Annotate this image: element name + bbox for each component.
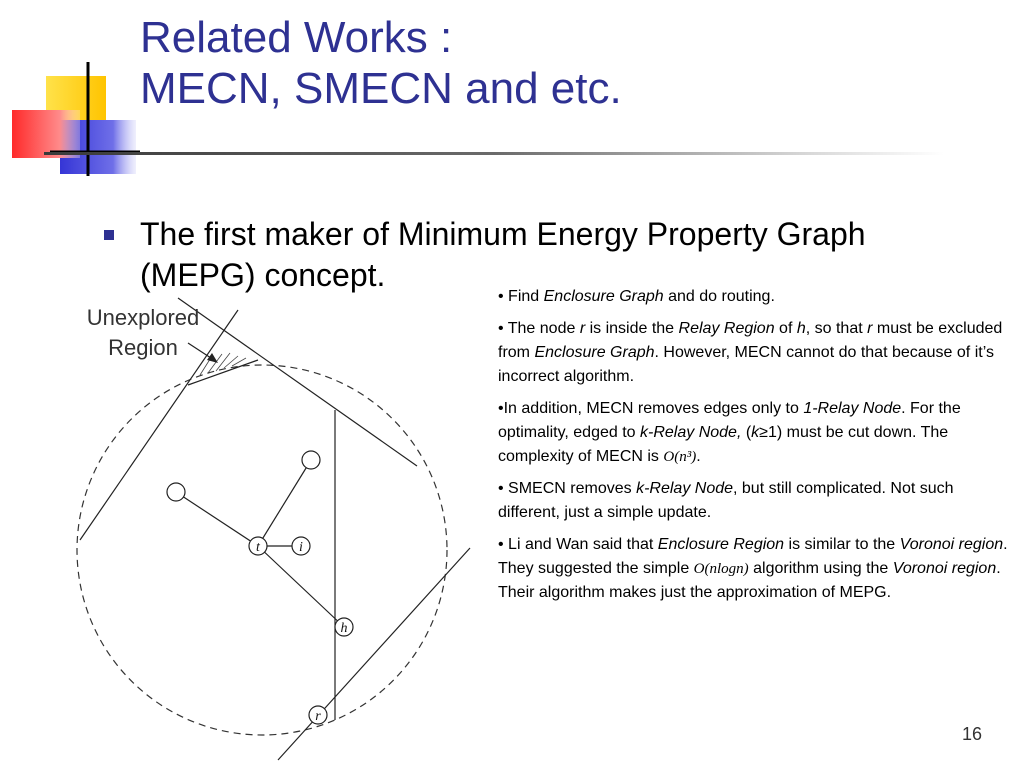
node-t-label: t [256, 540, 260, 555]
page-number: 16 [962, 724, 983, 744]
node-h-label: h [340, 621, 348, 636]
title-divider [44, 152, 944, 155]
complexity-mecn: O(n³) [663, 449, 697, 465]
bullet-marker [104, 230, 114, 240]
title-line-2: MECN, SMECN and etc. [140, 64, 622, 113]
boundary-line-5 [188, 360, 258, 385]
slide-title [140, 12, 622, 114]
note-2: • The node r is inside the Relay Region of h, so that r must be excluded from Enclosure Graph. However, MECN cannot do that because of it’s incorrect algorithm. [498, 320, 1003, 385]
node-i-label: i [299, 540, 303, 555]
mepg-diagram [0, 290, 490, 768]
title-line-1: Related Works : [140, 13, 453, 62]
note-5: • Li and Wan said that Enclosure Region is similar to the Voronoi region. They suggested the simple O(nlogn) algorithm using the Voronoi region. Their algorithm makes just the approximation of MEPG. [498, 536, 1008, 601]
node-top-right [302, 451, 320, 469]
note-4: • SMECN removes k-Relay Node, but still complicated. Not such different, just a simple update. [498, 480, 954, 521]
boundary-line-4 [278, 548, 470, 760]
boundary-line-2 [178, 298, 417, 466]
note-1: • Find Enclosure Graph and do routing. [498, 288, 775, 305]
node-top-left [167, 483, 185, 501]
bullet-text: The first maker of Minimum Energy Property Graph (MEPG) concept. [140, 216, 866, 293]
complexity-li-wan: O(nlogn) [693, 561, 749, 577]
note-3: •In addition, MECN removes edges only to 1-Relay Node. For the optimality, edged to k-Relay Node, (k≥1) must be cut down. The complexity of MECN is O(n³). [498, 400, 961, 465]
node-r-label: r [315, 709, 321, 724]
unexplored-label-line-2: Region [108, 335, 178, 360]
unexplored-label-line-1: Unexplored [86, 305, 200, 330]
notes-panel [498, 285, 1008, 613]
